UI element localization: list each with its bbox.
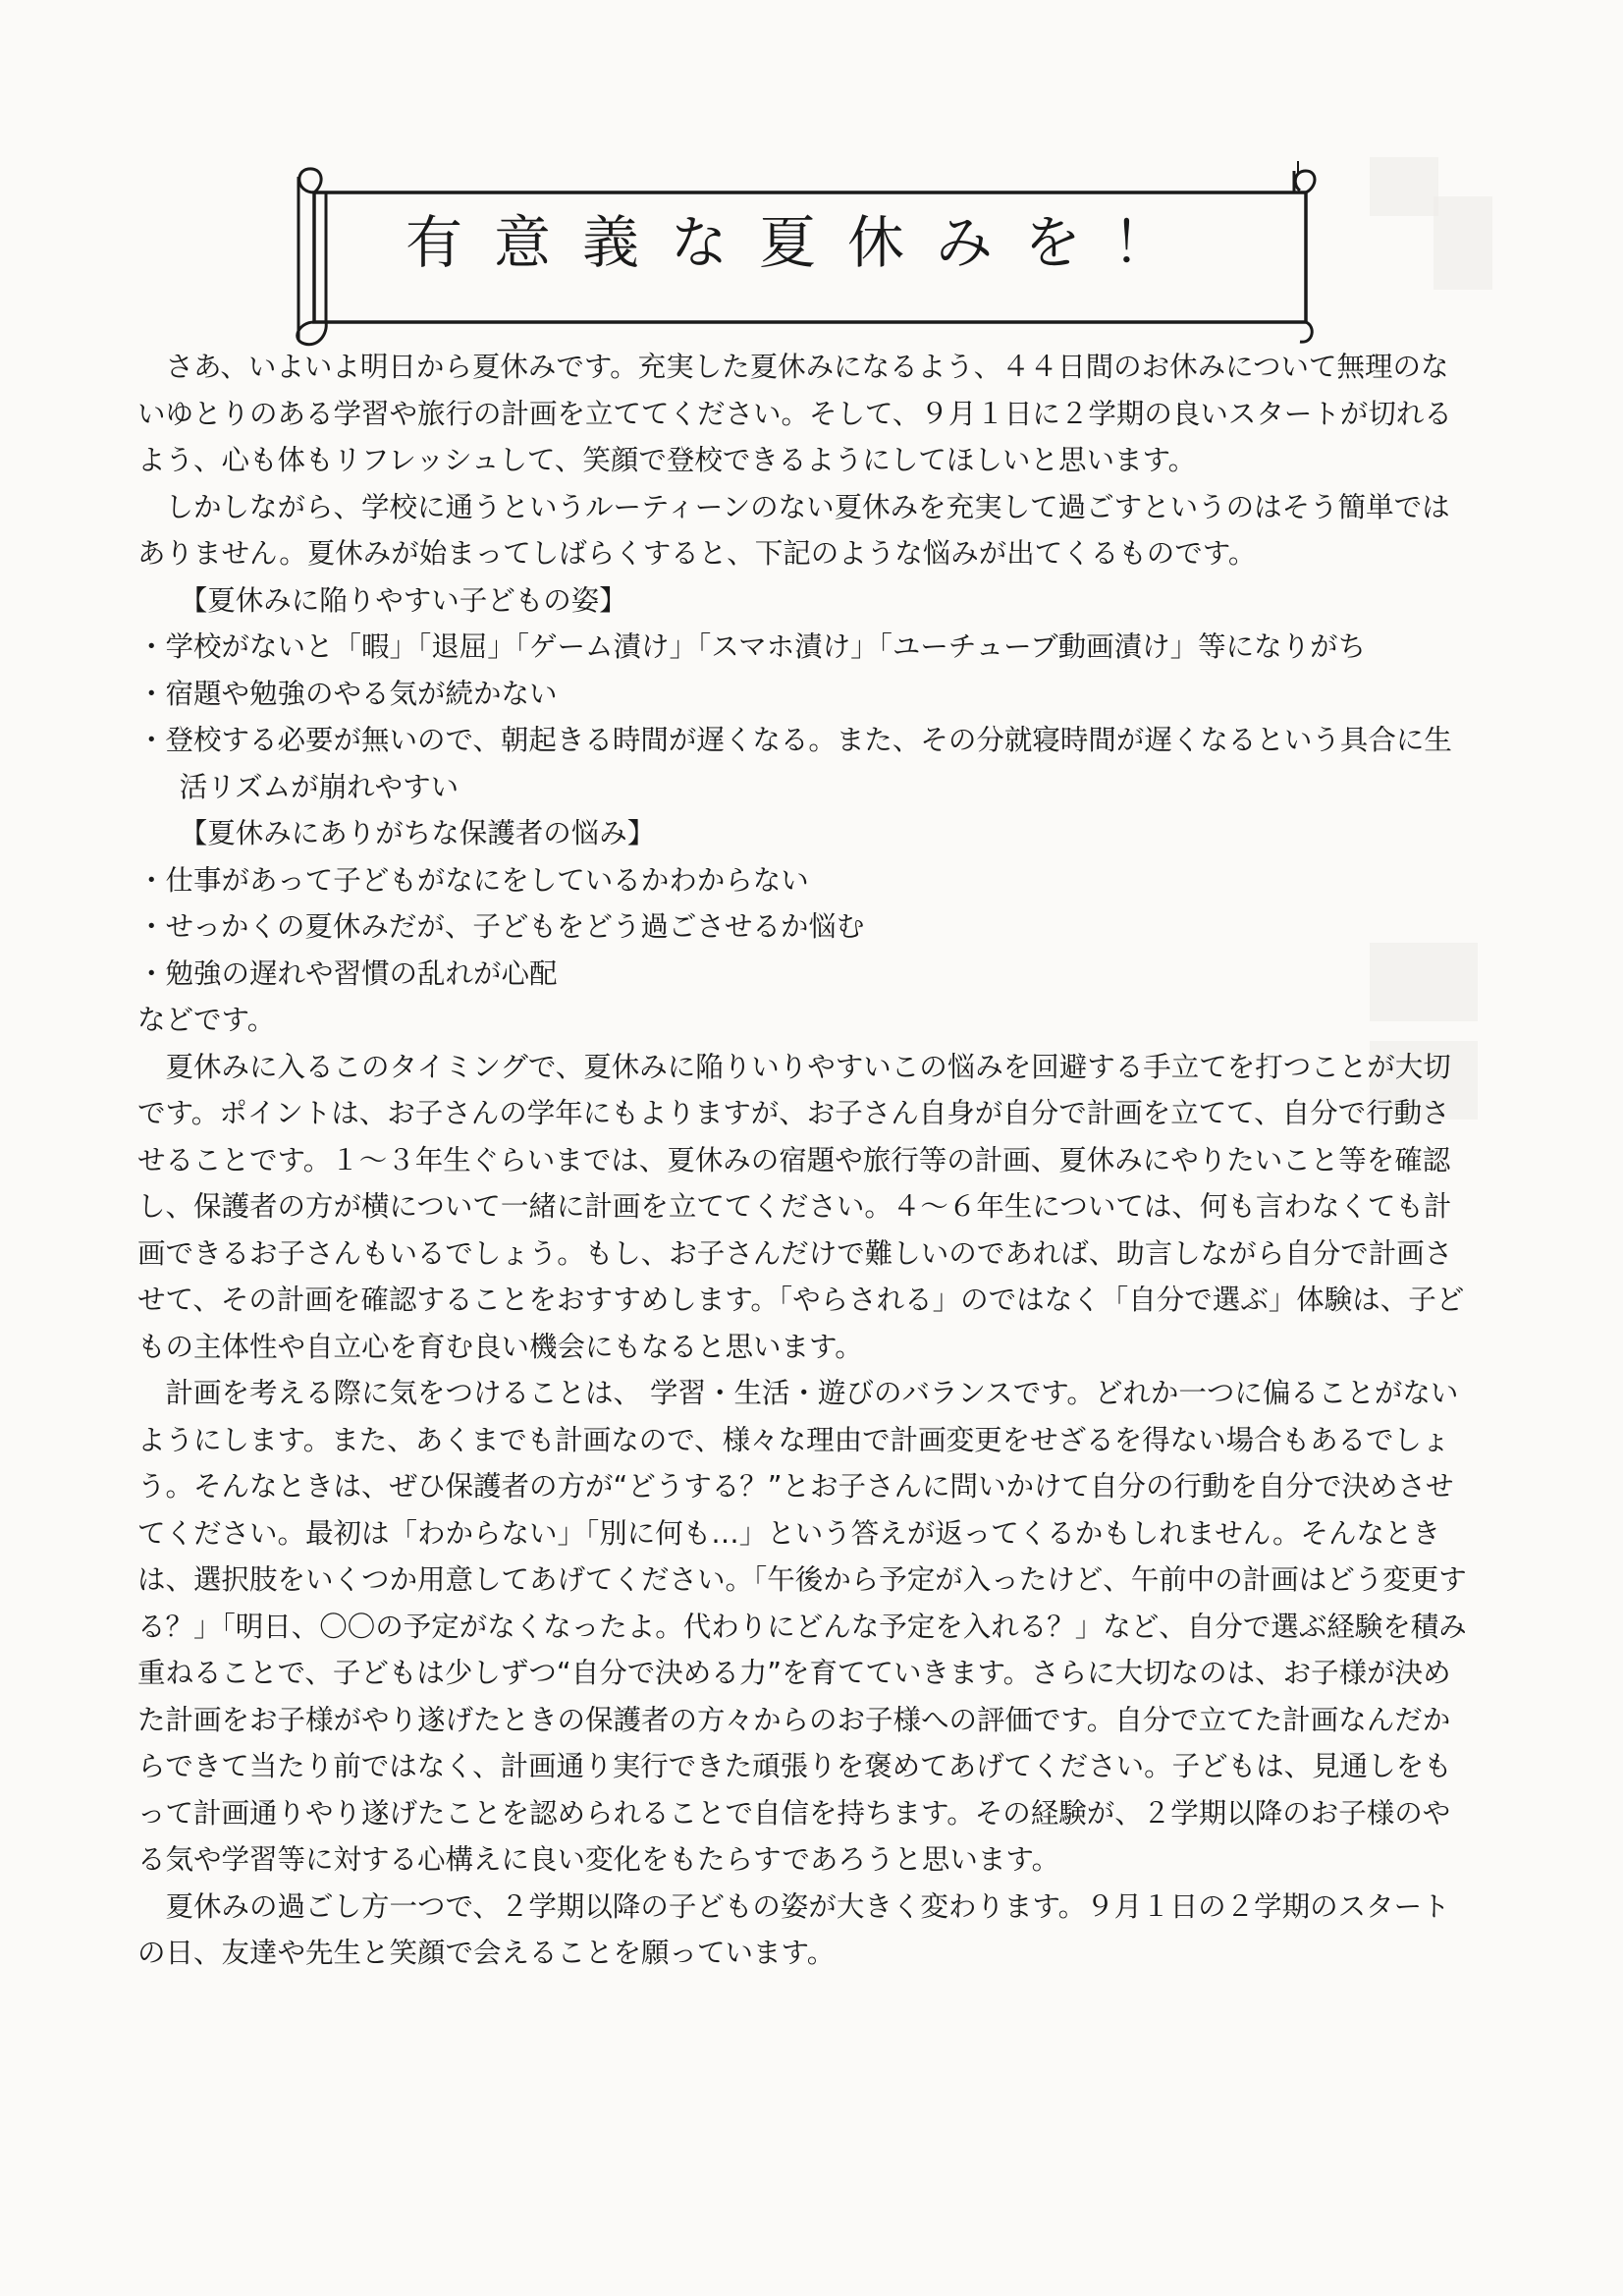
closing-paragraph: 夏休みの過ごし方一つで、２学期以降の子どもの姿が大きく変わります。９月１日の２学期のスタートの日、友達や先生と笑顔で会えることを願っています。 [137, 1889, 1450, 1969]
advice-paragraph: 夏休みに入るこのタイミングで、夏休みに陥りいりやすいこの悩みを回避する手立てを打つことが大切です。ポイントは、お子さんの学年にもよりますが、お子さん自身が自分で計画を立てて、自分で行動させることです。１～３年生ぐらいまでは、夏休みの宿題や旅行等の計画、夏休みにやりたいこと等を確認し、保護者の方が横について一緒に計画を立ててください。４～６年生については、何も言わなくても計画できるお子さんもいるでしょう。もし、お子さんだけで難しいのであれば、助言しながら自分で計画させて、その計画を確認することをおすすめします。「やらされる」のではなく「自分で選ぶ」体験は、子どもの主体性や自立心を育む良い機会にもなると思います。 [137, 1050, 1465, 1363]
children-list-item: ・学校がないと「暇」「退屈」「ゲーム漬け」「スマホ漬け」「ユーチューブ動画漬け」等になりがち [137, 630, 1367, 663]
parents-list-item: ・勉強の遅れや習慣の乱れが心配 [137, 957, 558, 990]
children-list-item: ・宿題や勉強のやる気が続かない [137, 677, 558, 710]
children-section-heading: 【夏休みに陥りやすい子どもの姿】 [179, 583, 627, 617]
title-banner [287, 157, 1320, 354]
intro-paragraph: さあ、いよいよ明日から夏休みです。充実した夏休みになるよう、４４日間のお休みについて無理のないゆとりのある学習や旅行の計画を立ててください。そして、９月１日に２学期の良いスタートが切れるよう、心も体もリフレッシュして、笑顔で登校できるようにしてほしいと思います。 [137, 351, 1452, 476]
parents-section-heading: 【夏休みにありがちな保護者の悩み】 [179, 817, 656, 849]
planning-paragraph: 計画を考える際に気をつけることは、 学習・生活・遊びのバランスです。どれか一つに偏ることがないようにします。また、あくまでも計画なので、様々な理由で計画変更をせざるを得ない場合もあるでしょう。そんなときは、ぜひ保護者の方が“どうする？”とお子さんに問いかけて自分の行動を自分で決めさせてください。最初は「わからない」「別に何も…」という答えが返ってくるかもしれません。そんなときは、選択肢をいくつか用意してあげてください。「午後から予定が入ったけど、午前中の計画はどう変更する？」「明日、〇〇の予定がなくなったよ。代わりにどんな予定を入れる？」など、自分で選ぶ経験を積み重ねることで、子どもは少しずつ“自分で決める力”を育てていきます。さらに大切なのは、お子様が決めた計画をお子様がやり遂げたときの保護者の方々からのお子様への評価です。自分で立てた計画なんだからできて当たり前ではなく、計画通り実行できた頑張りを褒めてあげてください。子どもは、見通しをもって計画通りやり遂げたことを認められることで自信を持ちます。その経験が、２学期以降のお子様のやる気や学習等に対する心構えに良い変化をもたらすであろうと思います。 [137, 1377, 1467, 1876]
children-list-item: ・登校する必要が無いので、朝起きる時間が遅くなる。また、その分就寝時間が遅くなるという具合に生活リズムが崩れやすい [137, 724, 1452, 803]
parents-list-item: ・仕事があって子どもがなにをしているかわからない [137, 863, 809, 897]
closing-word: などです。 [137, 1004, 276, 1036]
article-body [137, 344, 1475, 1977]
page-title: 有意義な夏休みを！ [405, 209, 1201, 276]
parents-list-item: ・せっかくの夏休みだが、子どもをどう過ごさせるか悩む [137, 910, 865, 943]
concern-paragraph: しかしながら、学校に通うというルーティーンのない夏休みを充実して過ごすというのはそう簡単ではありません。夏休みが始まってしばらくすると、下記のような悩みが出てくるものです。 [137, 490, 1450, 570]
